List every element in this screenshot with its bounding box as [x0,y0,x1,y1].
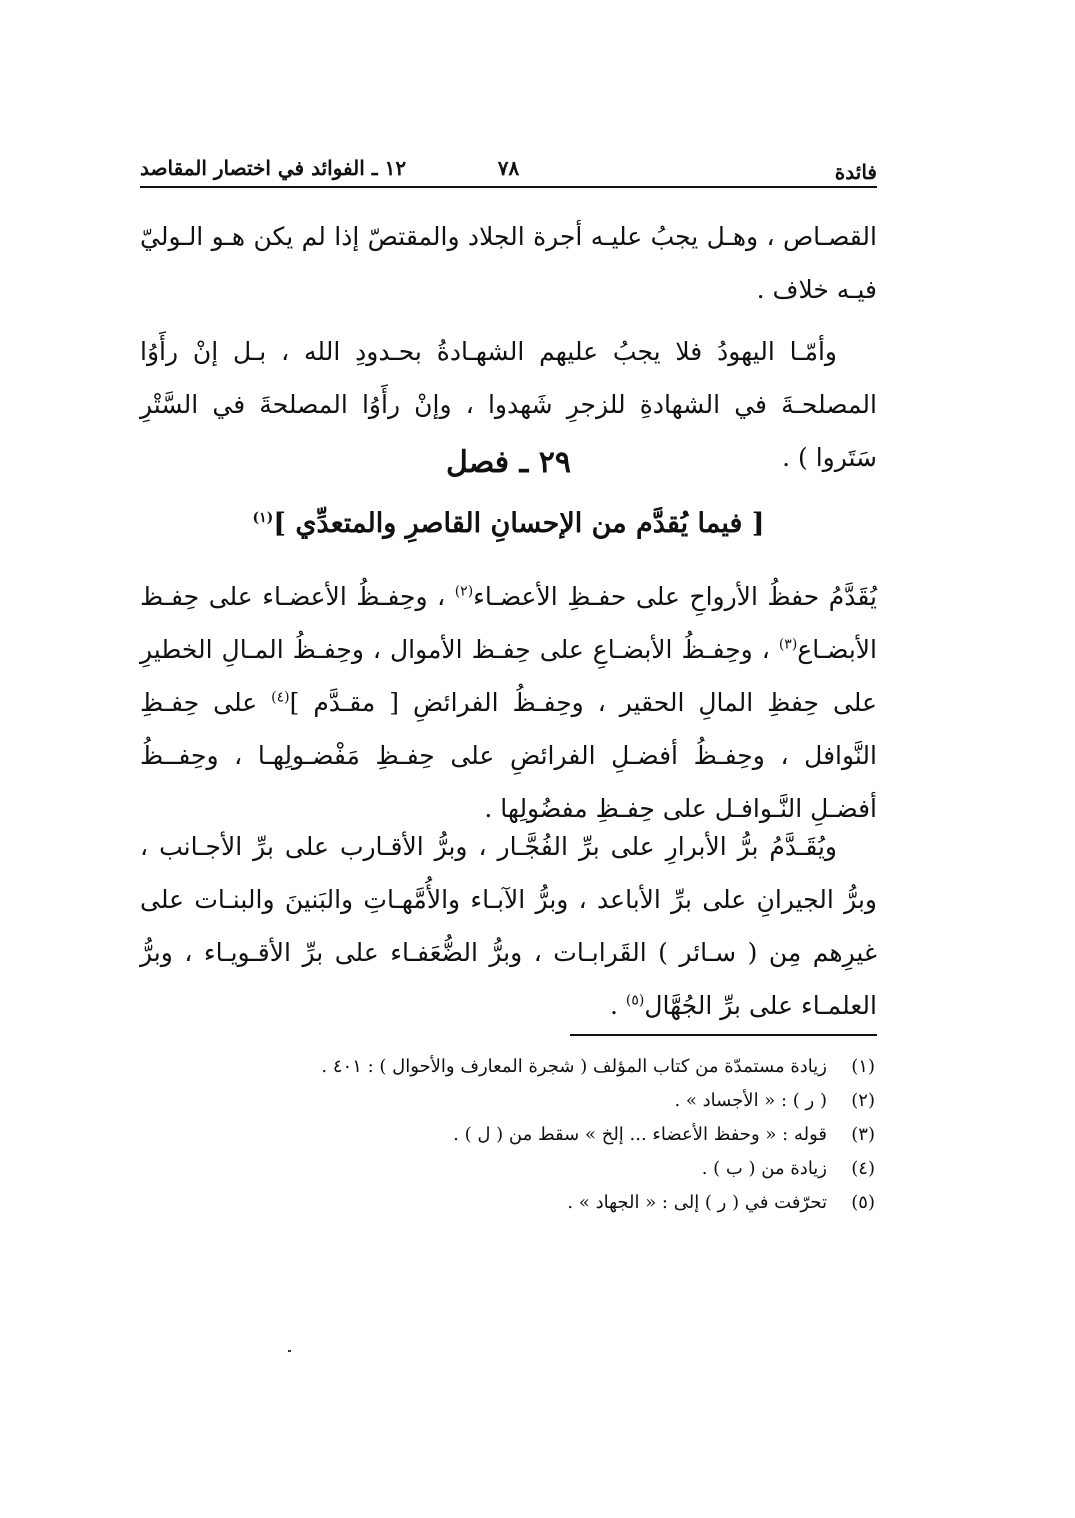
running-header [140,150,877,190]
footnote-number: (٥) [851,1192,875,1213]
footnote-rule [570,1034,877,1036]
footnote-number: (٣) [851,1124,875,1145]
footnote-ref-2: (٢) [454,583,474,600]
paragraph-3 [140,570,877,835]
header-rule [140,186,877,188]
footnote-text: زيادة مستمدّة من كتاب المؤلف ( شجرة المعارف والأحوال ) : ٤٠١ . [321,1056,827,1077]
footnote-ref-4: (٤) [271,689,290,706]
paragraph-4-part-b: . [609,991,626,1020]
paragraph-3-part-c: ، وحِفـظُ الأبضـاعِ على حِفـظ الأموال ، وحِفـظُ المـالِ الخطيرِ على حِفظِ المالِ الحقير ، وحِفـظُ الفرائضِ [ مقـدَّم ] [140,635,877,717]
footnote-text: تحرّفت في ( ر ) إلى : « الجهاد » . [567,1192,827,1213]
paragraph-1: القصـاص ، وهـل يجبُ عليـه أجرة الجلاد والمقتصّ إذا لم يكن هـو الـوليّ فيـه خلاف . [140,222,877,304]
paragraph-3-part-d: على حِفـظِ النَّوافل ، وحِفـظُ أفضـلِ الفرائضِ على حِفـظِ مَفْضـولِهـا ، وحِفــظُ أفضـلِ النَّـوافـل على حِفـظِ مفضُولِها . [140,688,877,823]
footnote-text: قوله : « وحفظ الأعضاء ... إلخ » سقط من ( ل ) . [453,1124,827,1145]
paragraph-3-part-b: ، وحِفـظُ الأعضـاء على حِفـظ الأبضـاع [140,582,877,664]
footnote-ref-1: (١) [252,510,274,526]
header-title: ١٢ ـ الفوائد في اختصار المقاصد [140,156,407,180]
footnote-ref-5: (٥) [625,992,645,1009]
paragraph-4 [140,820,877,1032]
section-subtitle [140,508,877,539]
footnote [140,1118,875,1152]
paragraph-2: وأمّـا اليهودُ فلا يجبُ عليهم الشهـادةُ بحـدودِ الله ، بـل إنْ رأَوُا المصلحـةَ في الشهادةِ للزجرِ شَهدوا ، وإنْ رأَوُا المصلحةَ في السَّتْرِ سَتَروا ) . [140,337,877,472]
section-title: ٢٩ ـ فصل [446,445,571,480]
footnote [140,1152,875,1186]
footnote [140,1186,875,1220]
header-label: فائدة [834,160,877,184]
footnote [140,1050,875,1084]
footnote-number: (٢) [851,1090,875,1111]
footnote [140,1084,875,1118]
footnotes [140,1050,875,1220]
paragraph-3-part-a: يُقَدَّمُ حفظُ الأرواحِ على حفـظِ الأعضـاء [473,582,878,611]
section-subtitle-text: [ فيما يُقدَّم من الإحسانِ القاصرِ والمتعدِّي ] [273,508,765,539]
footnote-ref-3: (٣) [778,636,798,653]
footnote-text: ( ر ) : « الأجساد » . [674,1090,827,1111]
footnote-number: (١) [851,1056,875,1077]
footnote-text: زيادة من ( ب ) . [701,1158,827,1179]
footnote-number: (٤) [851,1158,875,1179]
scan-speck [288,1350,291,1352]
paragraph-4-part-a: ويُقَـدَّمُ برُّ الأبرارِ على برِّ الفُجَّـار ، وبرُّ الأقـارب على برِّ الأجـانب ، وبرُّ الجيرانِ على برِّ الأباعد ، وبرُّ الآبـاء والأُمَّهـاتِ والبَنينَ والبنـات على غيرِهم مِن ( سـائر ) القَرابـات ، وبرُّ الضُّعَفـاء على برِّ الأقـويـاء ، وبرُّ العلمـاء على برِّ الجُهَّال [140,832,877,1020]
page-number: ٧٨ [497,156,520,180]
